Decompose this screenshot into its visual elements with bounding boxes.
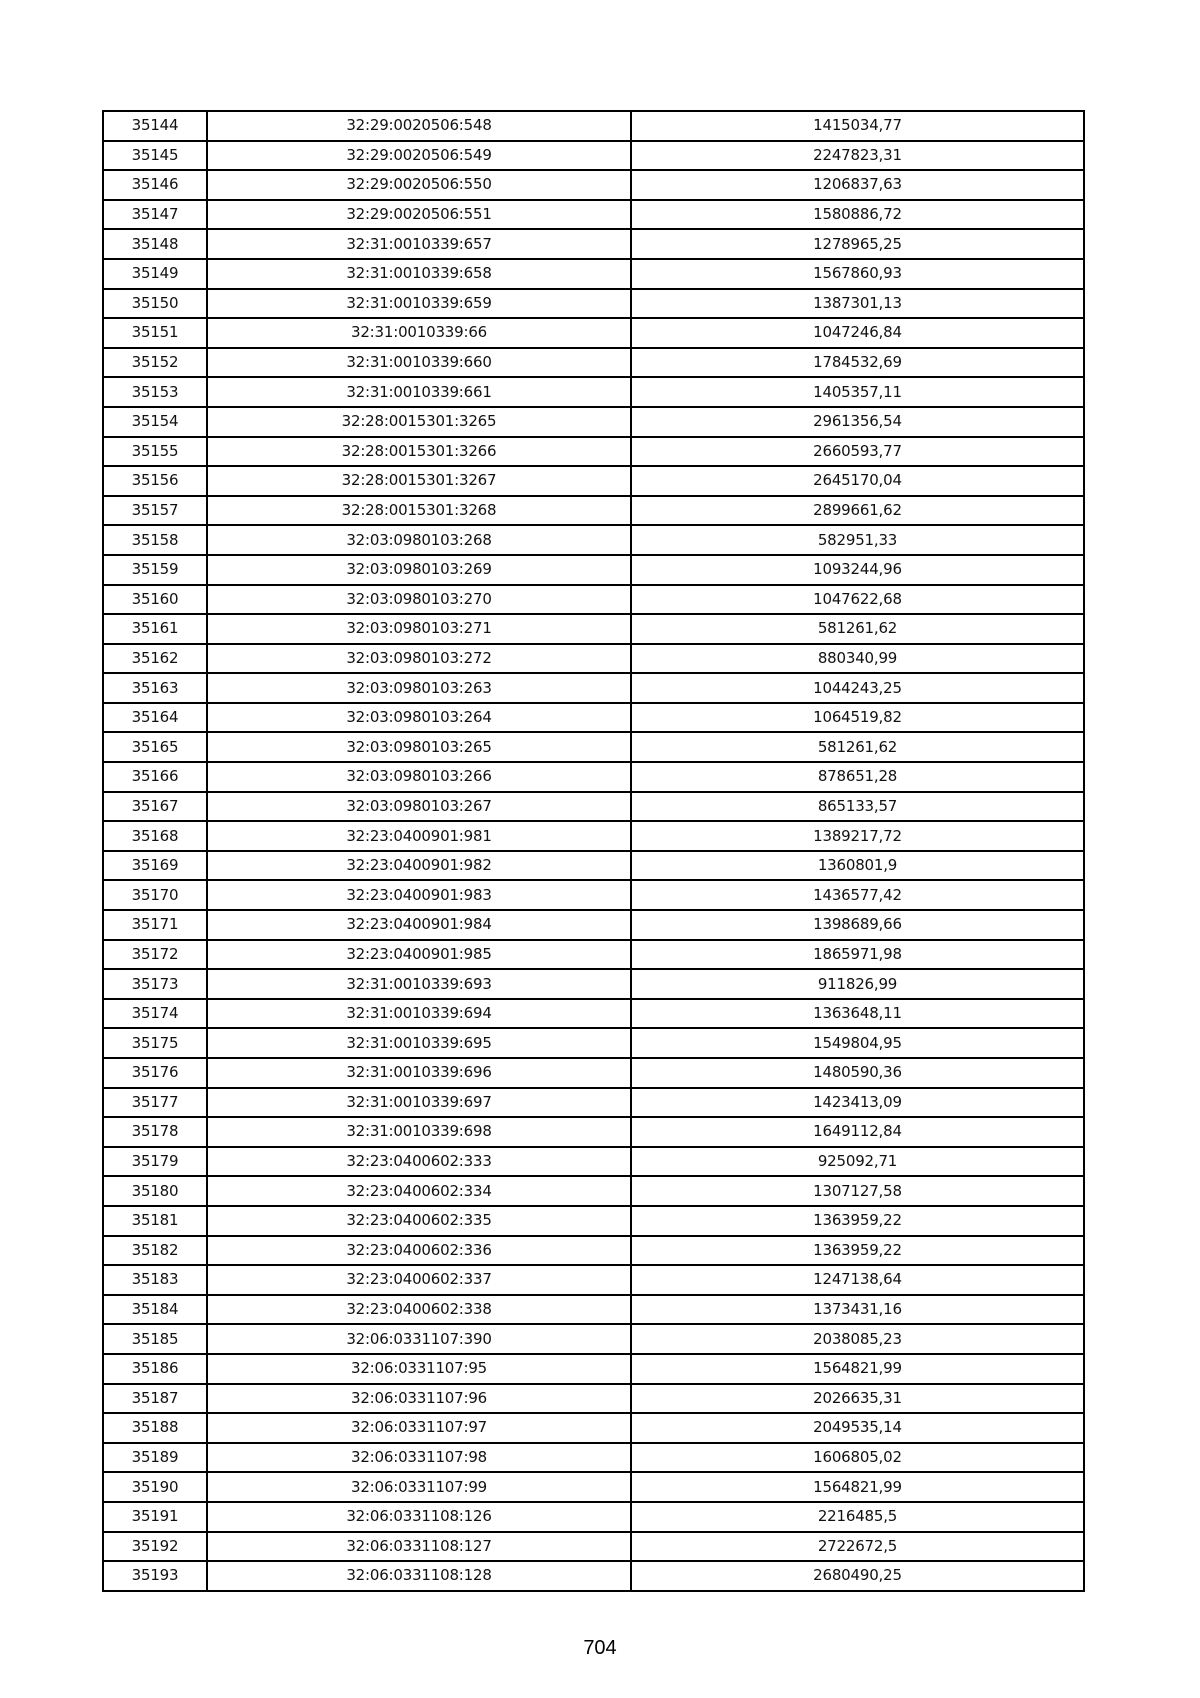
value-cell: 582951,33 [631, 525, 1084, 555]
cadastral-number-cell: 32:29:0020506:549 [207, 141, 631, 171]
value-cell: 1373431,16 [631, 1295, 1084, 1325]
row-number-cell: 35168 [103, 821, 207, 851]
table-row [103, 1117, 1084, 1147]
value-cell: 1415034,77 [631, 111, 1084, 141]
table-row [103, 1236, 1084, 1266]
cadastral-number-cell: 32:03:0980103:263 [207, 673, 631, 703]
table-row [103, 762, 1084, 792]
value-cell: 1064519,82 [631, 703, 1084, 733]
row-number-cell: 35191 [103, 1502, 207, 1532]
row-number-cell: 35154 [103, 407, 207, 437]
cadastral-number-cell: 32:23:0400602:337 [207, 1265, 631, 1295]
table-row [103, 614, 1084, 644]
row-number-cell: 35193 [103, 1561, 207, 1591]
value-cell: 1247138,64 [631, 1265, 1084, 1295]
row-number-cell: 35192 [103, 1532, 207, 1562]
cadastral-number-cell: 32:31:0010339:694 [207, 999, 631, 1029]
table-row [103, 1147, 1084, 1177]
cadastral-number-cell: 32:31:0010339:66 [207, 318, 631, 348]
row-number-cell: 35185 [103, 1324, 207, 1354]
table-row [103, 851, 1084, 881]
table-row [103, 318, 1084, 348]
value-cell: 1307127,58 [631, 1176, 1084, 1206]
table-body [103, 111, 1084, 1591]
cadastral-number-cell: 32:06:0331108:126 [207, 1502, 631, 1532]
table-row [103, 141, 1084, 171]
table-row [103, 673, 1084, 703]
value-cell: 1363959,22 [631, 1236, 1084, 1266]
row-number-cell: 35177 [103, 1088, 207, 1118]
table-row [103, 1502, 1084, 1532]
value-cell: 1206837,63 [631, 170, 1084, 200]
row-number-cell: 35174 [103, 999, 207, 1029]
cadastral-number-cell: 32:29:0020506:550 [207, 170, 631, 200]
table-row [103, 1028, 1084, 1058]
table-row [103, 407, 1084, 437]
cadastral-number-cell: 32:03:0980103:264 [207, 703, 631, 733]
row-number-cell: 35157 [103, 496, 207, 526]
value-cell: 911826,99 [631, 969, 1084, 999]
table-row [103, 1324, 1084, 1354]
value-cell: 1649112,84 [631, 1117, 1084, 1147]
cadastral-value-table [102, 110, 1085, 1592]
value-cell: 2680490,25 [631, 1561, 1084, 1591]
row-number-cell: 35186 [103, 1354, 207, 1384]
cadastral-number-cell: 32:23:0400602:334 [207, 1176, 631, 1206]
table-row [103, 1295, 1084, 1325]
row-number-cell: 35149 [103, 259, 207, 289]
table-row [103, 792, 1084, 822]
value-cell: 1363959,22 [631, 1206, 1084, 1236]
cadastral-number-cell: 32:23:0400901:983 [207, 880, 631, 910]
page-number: 704 [583, 1637, 617, 1659]
cadastral-number-cell: 32:03:0980103:270 [207, 585, 631, 615]
value-cell: 2216485,5 [631, 1502, 1084, 1532]
value-cell: 1865971,98 [631, 940, 1084, 970]
cadastral-number-cell: 32:06:0331107:96 [207, 1384, 631, 1414]
cadastral-number-cell: 32:06:0331107:390 [207, 1324, 631, 1354]
table-row [103, 999, 1084, 1029]
value-cell: 1278965,25 [631, 229, 1084, 259]
row-number-cell: 35162 [103, 644, 207, 674]
value-cell: 2722672,5 [631, 1532, 1084, 1562]
table-row [103, 525, 1084, 555]
value-cell: 925092,71 [631, 1147, 1084, 1177]
row-number-cell: 35169 [103, 851, 207, 881]
cadastral-number-cell: 32:31:0010339:695 [207, 1028, 631, 1058]
row-number-cell: 35161 [103, 614, 207, 644]
value-cell: 1093244,96 [631, 555, 1084, 585]
table-row [103, 732, 1084, 762]
value-cell: 1784532,69 [631, 348, 1084, 378]
table-row [103, 348, 1084, 378]
value-cell: 1567860,93 [631, 259, 1084, 289]
cadastral-number-cell: 32:31:0010339:697 [207, 1088, 631, 1118]
value-cell: 1389217,72 [631, 821, 1084, 851]
value-cell: 1047246,84 [631, 318, 1084, 348]
row-number-cell: 35166 [103, 762, 207, 792]
cadastral-number-cell: 32:31:0010339:659 [207, 289, 631, 319]
cadastral-number-cell: 32:23:0400901:984 [207, 910, 631, 940]
value-cell: 865133,57 [631, 792, 1084, 822]
cadastral-number-cell: 32:31:0010339:698 [207, 1117, 631, 1147]
row-number-cell: 35170 [103, 880, 207, 910]
table-row [103, 821, 1084, 851]
value-cell: 2038085,23 [631, 1324, 1084, 1354]
value-cell: 1564821,99 [631, 1354, 1084, 1384]
cadastral-number-cell: 32:28:0015301:3266 [207, 437, 631, 467]
value-cell: 1360801,9 [631, 851, 1084, 881]
cadastral-number-cell: 32:29:0020506:551 [207, 200, 631, 230]
value-cell: 1405357,11 [631, 377, 1084, 407]
value-cell: 1047622,68 [631, 585, 1084, 615]
table-row [103, 703, 1084, 733]
value-cell: 880340,99 [631, 644, 1084, 674]
cadastral-number-cell: 32:28:0015301:3265 [207, 407, 631, 437]
row-number-cell: 35176 [103, 1058, 207, 1088]
cadastral-number-cell: 32:03:0980103:272 [207, 644, 631, 674]
cadastral-number-cell: 32:03:0980103:271 [207, 614, 631, 644]
table-row [103, 910, 1084, 940]
cadastral-number-cell: 32:06:0331108:128 [207, 1561, 631, 1591]
cadastral-number-cell: 32:23:0400901:981 [207, 821, 631, 851]
row-number-cell: 35188 [103, 1413, 207, 1443]
row-number-cell: 35179 [103, 1147, 207, 1177]
table-row [103, 170, 1084, 200]
table-row [103, 289, 1084, 319]
cadastral-number-cell: 32:23:0400602:338 [207, 1295, 631, 1325]
row-number-cell: 35147 [103, 200, 207, 230]
value-cell: 1580886,72 [631, 200, 1084, 230]
table-row [103, 644, 1084, 674]
table-row [103, 940, 1084, 970]
value-cell: 2026635,31 [631, 1384, 1084, 1414]
table-row [103, 1354, 1084, 1384]
value-cell: 1480590,36 [631, 1058, 1084, 1088]
row-number-cell: 35151 [103, 318, 207, 348]
value-cell: 1423413,09 [631, 1088, 1084, 1118]
row-number-cell: 35148 [103, 229, 207, 259]
table-row [103, 200, 1084, 230]
cadastral-number-cell: 32:29:0020506:548 [207, 111, 631, 141]
value-cell: 1549804,95 [631, 1028, 1084, 1058]
table-row [103, 466, 1084, 496]
table-row [103, 1088, 1084, 1118]
row-number-cell: 35146 [103, 170, 207, 200]
row-number-cell: 35153 [103, 377, 207, 407]
table-row [103, 1532, 1084, 1562]
row-number-cell: 35164 [103, 703, 207, 733]
table-row [103, 1176, 1084, 1206]
row-number-cell: 35173 [103, 969, 207, 999]
value-cell: 581261,62 [631, 732, 1084, 762]
value-cell: 878651,28 [631, 762, 1084, 792]
cadastral-number-cell: 32:23:0400901:985 [207, 940, 631, 970]
cadastral-number-cell: 32:31:0010339:693 [207, 969, 631, 999]
row-number-cell: 35183 [103, 1265, 207, 1295]
row-number-cell: 35180 [103, 1176, 207, 1206]
row-number-cell: 35182 [103, 1236, 207, 1266]
cadastral-number-cell: 32:31:0010339:657 [207, 229, 631, 259]
cadastral-number-cell: 32:03:0980103:267 [207, 792, 631, 822]
row-number-cell: 35160 [103, 585, 207, 615]
value-cell: 2645170,04 [631, 466, 1084, 496]
cadastral-number-cell: 32:03:0980103:268 [207, 525, 631, 555]
cadastral-number-cell: 32:28:0015301:3268 [207, 496, 631, 526]
row-number-cell: 35163 [103, 673, 207, 703]
cadastral-number-cell: 32:28:0015301:3267 [207, 466, 631, 496]
cadastral-number-cell: 32:03:0980103:269 [207, 555, 631, 585]
table-row [103, 496, 1084, 526]
cadastral-number-cell: 32:06:0331108:127 [207, 1532, 631, 1562]
table-row [103, 259, 1084, 289]
cadastral-number-cell: 32:31:0010339:658 [207, 259, 631, 289]
cadastral-number-cell: 32:03:0980103:266 [207, 762, 631, 792]
row-number-cell: 35175 [103, 1028, 207, 1058]
table-row [103, 1413, 1084, 1443]
value-cell: 2660593,77 [631, 437, 1084, 467]
cadastral-number-cell: 32:06:0331107:98 [207, 1443, 631, 1473]
value-cell: 1387301,13 [631, 289, 1084, 319]
cadastral-number-cell: 32:31:0010339:696 [207, 1058, 631, 1088]
cadastral-number-cell: 32:31:0010339:660 [207, 348, 631, 378]
value-cell: 2961356,54 [631, 407, 1084, 437]
row-number-cell: 35158 [103, 525, 207, 555]
table-row [103, 377, 1084, 407]
cadastral-number-cell: 32:06:0331107:99 [207, 1472, 631, 1502]
table-row [103, 969, 1084, 999]
row-number-cell: 35155 [103, 437, 207, 467]
table-row [103, 1058, 1084, 1088]
row-number-cell: 35165 [103, 732, 207, 762]
row-number-cell: 35159 [103, 555, 207, 585]
row-number-cell: 35189 [103, 1443, 207, 1473]
row-number-cell: 35167 [103, 792, 207, 822]
cadastral-number-cell: 32:06:0331107:95 [207, 1354, 631, 1384]
row-number-cell: 35184 [103, 1295, 207, 1325]
value-cell: 1363648,11 [631, 999, 1084, 1029]
value-cell: 2049535,14 [631, 1413, 1084, 1443]
cadastral-number-cell: 32:03:0980103:265 [207, 732, 631, 762]
cadastral-number-cell: 32:23:0400602:336 [207, 1236, 631, 1266]
row-number-cell: 35145 [103, 141, 207, 171]
value-cell: 1564821,99 [631, 1472, 1084, 1502]
row-number-cell: 35152 [103, 348, 207, 378]
table-row [103, 555, 1084, 585]
value-cell: 2247823,31 [631, 141, 1084, 171]
table-row [103, 1384, 1084, 1414]
value-cell: 2899661,62 [631, 496, 1084, 526]
row-number-cell: 35156 [103, 466, 207, 496]
row-number-cell: 35190 [103, 1472, 207, 1502]
row-number-cell: 35187 [103, 1384, 207, 1414]
value-cell: 581261,62 [631, 614, 1084, 644]
row-number-cell: 35171 [103, 910, 207, 940]
row-number-cell: 35181 [103, 1206, 207, 1236]
table-row [103, 1265, 1084, 1295]
cadastral-number-cell: 32:23:0400602:333 [207, 1147, 631, 1177]
table-row [103, 437, 1084, 467]
table-row [103, 1472, 1084, 1502]
table-row [103, 585, 1084, 615]
row-number-cell: 35150 [103, 289, 207, 319]
table-row [103, 1561, 1084, 1591]
cadastral-number-cell: 32:23:0400901:982 [207, 851, 631, 881]
table-row [103, 1443, 1084, 1473]
value-cell: 1398689,66 [631, 910, 1084, 940]
row-number-cell: 35144 [103, 111, 207, 141]
value-cell: 1606805,02 [631, 1443, 1084, 1473]
row-number-cell: 35172 [103, 940, 207, 970]
cadastral-number-cell: 32:23:0400602:335 [207, 1206, 631, 1236]
cadastral-number-cell: 32:31:0010339:661 [207, 377, 631, 407]
table-row [103, 229, 1084, 259]
table-row [103, 111, 1084, 141]
row-number-cell: 35178 [103, 1117, 207, 1147]
value-cell: 1044243,25 [631, 673, 1084, 703]
table-row [103, 1206, 1084, 1236]
cadastral-number-cell: 32:06:0331107:97 [207, 1413, 631, 1443]
table-row [103, 880, 1084, 910]
value-cell: 1436577,42 [631, 880, 1084, 910]
